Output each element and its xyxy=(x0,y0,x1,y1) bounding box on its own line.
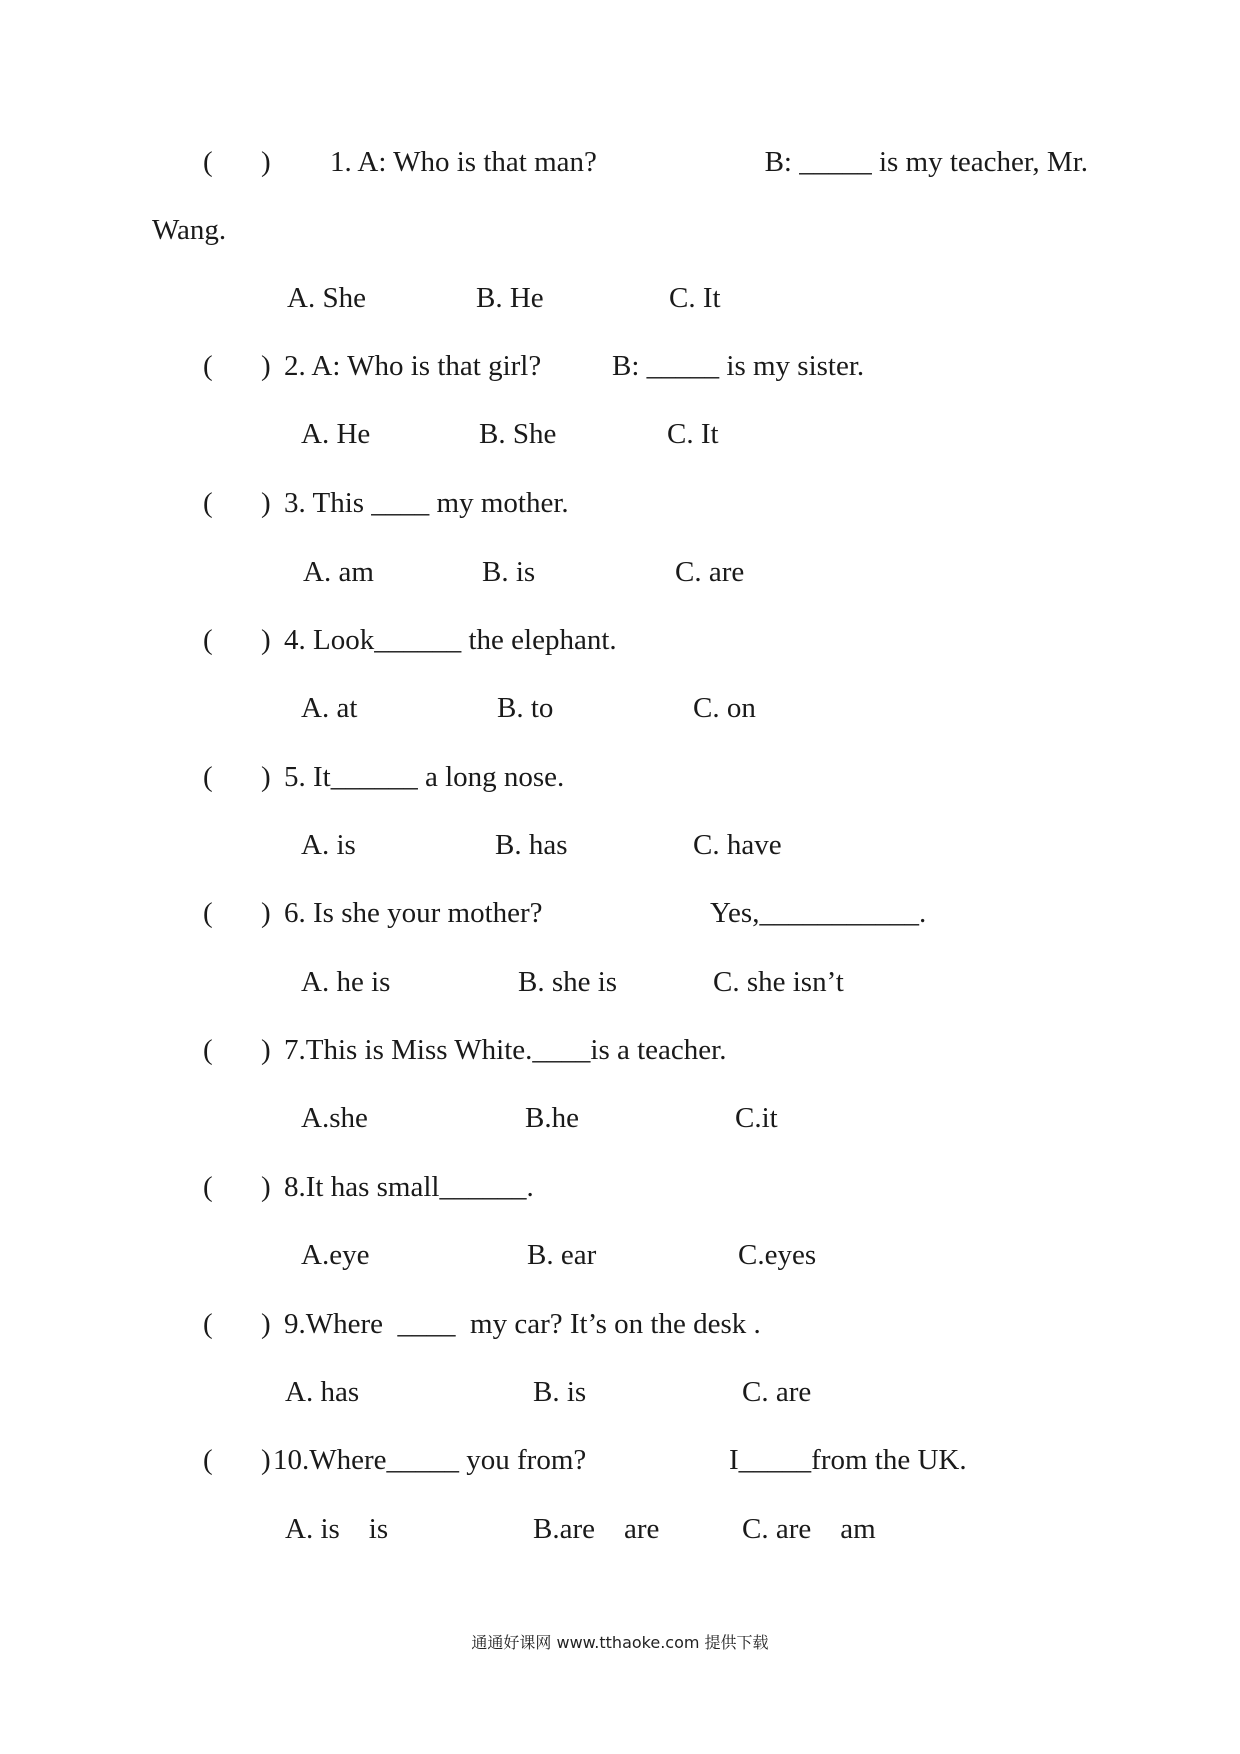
option-a: A. She xyxy=(287,282,366,314)
option-b: B. He xyxy=(476,282,544,314)
question-response: I_____from the UK. xyxy=(729,1444,967,1476)
question-prompt: 8.It has small______. xyxy=(284,1171,534,1203)
option-a: A.she xyxy=(301,1102,368,1134)
option-a: A. at xyxy=(301,692,358,724)
answer-paren-open: ( xyxy=(203,146,213,178)
option-c: C. on xyxy=(693,692,756,724)
option-c: C. are xyxy=(742,1376,812,1408)
question-1-continuation: Wang. xyxy=(152,214,227,246)
option-c: C. have xyxy=(693,829,782,861)
option-b: B. ear xyxy=(527,1239,597,1271)
option-b: B. to xyxy=(497,692,554,724)
answer-paren-open: ( xyxy=(203,761,213,793)
option-c: C. she isn’t xyxy=(713,966,844,998)
option-a: A. am xyxy=(303,556,374,588)
answer-paren-open: ( xyxy=(203,624,213,656)
option-b: B. has xyxy=(495,829,568,861)
answer-paren-open: ( xyxy=(203,1308,213,1340)
answer-paren-close: ) xyxy=(261,1308,271,1340)
answer-paren-close: ) xyxy=(261,624,271,656)
option-c: C. are am xyxy=(742,1513,876,1545)
question-prompt: 10.Where_____ you from? xyxy=(273,1444,587,1476)
answer-paren-open: ( xyxy=(203,1034,213,1066)
option-c: C. are xyxy=(675,556,745,588)
option-b: B. She xyxy=(479,418,557,450)
answer-paren-open: ( xyxy=(203,487,213,519)
answer-paren-open: ( xyxy=(203,897,213,929)
question-prompt: 3. This ____ my mother. xyxy=(284,487,569,519)
question-prompt: 6. Is she your mother? xyxy=(284,897,543,929)
question-response: Yes,___________. xyxy=(710,897,927,929)
option-a: A. is is xyxy=(285,1513,389,1545)
question-prompt: 9.Where ____ my car? It’s on the desk . xyxy=(284,1308,761,1340)
answer-paren-close: ) xyxy=(261,487,271,519)
option-c: C. It xyxy=(669,282,721,314)
question-prompt: 4. Look______ the elephant. xyxy=(284,624,617,656)
option-c: C.eyes xyxy=(738,1239,817,1271)
option-c: C.it xyxy=(735,1102,778,1134)
answer-paren-close: ) xyxy=(261,1171,271,1203)
option-b: B.are are xyxy=(533,1513,660,1545)
question-prompt: 5. It______ a long nose. xyxy=(284,761,565,793)
answer-paren-open: ( xyxy=(203,350,213,382)
option-a: A. is xyxy=(301,829,356,861)
answer-paren-close: ) xyxy=(261,761,271,793)
question-prompt: 2. A: Who is that girl? xyxy=(284,350,542,382)
option-b: B. is xyxy=(533,1376,587,1408)
answer-paren-open: ( xyxy=(203,1171,213,1203)
question-response: B: _____ is my teacher, Mr. xyxy=(764,146,1088,178)
answer-paren-open: ( xyxy=(203,1444,213,1476)
option-a: A.eye xyxy=(301,1239,370,1271)
option-c: C. It xyxy=(667,418,719,450)
answer-paren-close: ) xyxy=(261,1444,271,1476)
answer-paren-close: ) xyxy=(261,897,271,929)
question-prompt: 7.This is Miss White.____is a teacher. xyxy=(284,1034,727,1066)
option-b: B. she is xyxy=(518,966,618,998)
answer-paren-close: ) xyxy=(261,350,271,382)
question-prompt: 1. A: Who is that man? xyxy=(330,146,597,178)
option-b: B. is xyxy=(482,556,536,588)
option-a: A. has xyxy=(285,1376,360,1408)
page-footer: 通通好课网 www.tthaoke.com 提供下载 xyxy=(471,1633,769,1652)
option-a: A. he is xyxy=(301,966,391,998)
answer-paren-close: ) xyxy=(261,1034,271,1066)
answer-paren-close: ) xyxy=(261,146,271,178)
question-response: B: _____ is my sister. xyxy=(612,350,865,382)
question-1-text xyxy=(330,144,1088,180)
option-b: B.he xyxy=(525,1102,579,1134)
option-a: A. He xyxy=(301,418,371,450)
